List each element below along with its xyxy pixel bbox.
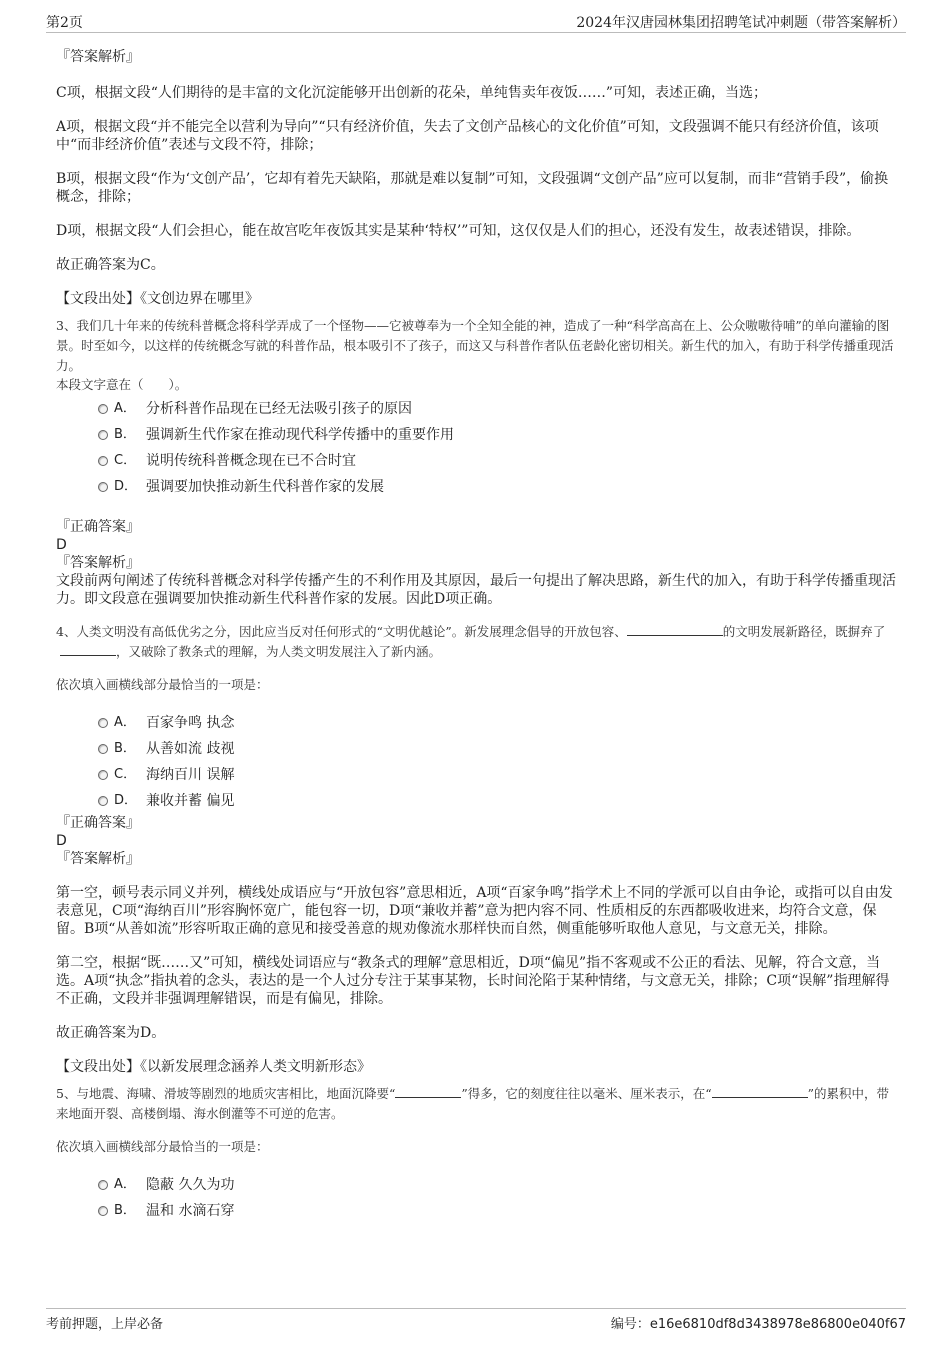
analysis-paragraph: 第二空，根据“既……又”可知，横线处词语应与“教条式的理解”意思相近，D项“偏见”指不客观或不公正的看法、见解，符合文意，当选。A项“执念”指执着的念头，表达的是一个人过分专注于某事某物，长时间沦陷于某种情绪，与文意无关，排除；C项“误解”指理解得不正确，文段并非强调理解错误，而是有偏见，排除。: [56, 955, 890, 1007]
page-number: 第2页: [46, 15, 83, 31]
radio-icon[interactable]: [98, 744, 108, 754]
radio-icon[interactable]: [98, 430, 108, 440]
radio-icon[interactable]: [98, 796, 108, 806]
analysis-heading: 『答案解析』: [56, 555, 140, 571]
radio-icon[interactable]: [98, 482, 108, 492]
analysis-paragraph: 第一空，顿号表示同义并列，横线处成语应与“开放包容”意思相近，A项“百家争鸣”指学术上不同的学派可以自由争论，或指可以自由发表意见，C项“海纳百川”形容胸怀宽广，能包容一切，D项“兼收并蓄”意为把内容不同、性质相反的东西都吸收进来，均符合文意，保留。B项“从善如流”形容听取正确的意见和接受善意的规劝像流水那样快而自然，侧重能够听取他人意见，与文意无关，排除。: [56, 885, 893, 937]
page-header: [0, 0, 950, 32]
option-b[interactable]: B． 从善如流 歧视: [56, 736, 898, 762]
question-stem: 4、人类文明没有高低优劣之分，因此应当反对任何形式的“文明优越论”。新发展理念倡导的开放包容、 的文明发展新路径，既摒弃了，又破除了教条式的理解，为人类文明发展注入了新内涵。: [56, 624, 886, 659]
radio-icon[interactable]: [98, 1206, 108, 1216]
radio-icon[interactable]: [98, 456, 108, 466]
analysis-paragraph: 文段前两句阐述了传统科普概念对科学传播产生的不利作用及其原因，最后一句提出了解决思路，新生代的加入，有助于科学传播重现活力。即文段意在强调要加快推动新生代科普作家的发展。因此D项正确。: [56, 573, 896, 607]
correct-answer: D: [56, 537, 67, 553]
analysis-paragraph: D项，根据文段“人们会担心，能在故宫吃年夜饭其实是某种‘特权’”可知，这仅仅是人们的担心，还没有发生，故表述错误，排除。: [56, 223, 861, 239]
analysis-conclusion: 故正确答案为D。: [56, 1025, 166, 1041]
footer-slogan: 考前押题，上岸必备: [46, 1317, 164, 1332]
question-stem: 3、我们几十年来的传统科普概念将科学弄成了一个怪物——它被尊奉为一个全知全能的神，造成了一种“科学高高在上、公众嗷嗷待哺”的单向灌输的图景。时至如今，以这样的传统概念写就的科普作品，根本吸引不了孩子，而这又与科普作者队伍老龄化密切相关。新生代的加入，有助于科学传播重现活力。: [56, 318, 894, 373]
page-footer: [0, 1308, 950, 1345]
question-prompt: 本段文字意在（ ）。: [56, 377, 188, 392]
option-b[interactable]: B． 温和 水滴石穿: [56, 1198, 898, 1224]
option-list: [56, 710, 898, 814]
source-citation: 【文段出处】《文创边界在哪里》: [56, 291, 259, 307]
fill-blank: [712, 1085, 808, 1098]
correct-answer: D: [56, 833, 67, 849]
question-prompt: 依次填入画横线部分最恰当的一项是：: [56, 1139, 269, 1154]
footer-divider: [46, 1308, 906, 1309]
fill-blank: [627, 623, 723, 636]
option-a[interactable]: A． 分析科普作品现在已经无法吸引孩子的原因: [56, 396, 898, 422]
radio-icon[interactable]: [98, 404, 108, 414]
option-c[interactable]: C． 说明传统科普概念现在已不合时宜: [56, 448, 898, 474]
source-citation: 【文段出处】《以新发展理念涵养人类文明新形态》: [56, 1059, 371, 1075]
analysis-heading: 『答案解析』: [56, 49, 140, 65]
radio-icon[interactable]: [98, 770, 108, 780]
analysis-conclusion: 故正确答案为C。: [56, 257, 165, 273]
radio-icon[interactable]: [98, 718, 108, 728]
analysis-paragraph: C项，根据文段“人们期待的是丰富的文化沉淀能够开出创新的花朵，单纯售卖年夜饭……”可知，表述正确，当选；: [56, 85, 768, 101]
option-a[interactable]: A． 隐蔽 久久为功: [56, 1172, 898, 1198]
answer-heading: 『正确答案』: [56, 519, 140, 535]
option-c[interactable]: C． 海纳百川 误解: [56, 762, 898, 788]
document-code: 编号：e16e6810df8d3438978e86800e040f67: [610, 1317, 906, 1332]
document-title: 2024年汉唐园林集团招聘笔试冲刺题（带答案解析）: [576, 15, 906, 31]
analysis-paragraph: A项，根据文段“并不能完全以营利为导向”“只有经济价值，失去了文创产品核心的文化价值”可知，文段强调不能只有经济价值，该项中“而非经济价值”表述与文段不符，排除；: [56, 119, 879, 153]
option-list: [56, 1172, 898, 1224]
question-prompt: 依次填入画横线部分最恰当的一项是：: [56, 677, 269, 692]
answer-heading: 『正确答案』: [56, 815, 140, 831]
analysis-heading: 『答案解析』: [56, 851, 140, 867]
question-stem: 5、与地震、海啸、滑坡等剧烈的地质灾害相比，地面沉降要“ ”得多，它的刻度往往以毫米、厘米表示，在“ ”的累积中，带来地面开裂、高楼倒塌、海水倒灌等不可逆的危害。: [56, 1086, 890, 1121]
fill-blank: [60, 643, 116, 656]
option-d[interactable]: D． 强调要加快推动新生代科普作家的发展: [56, 474, 898, 500]
header-divider: [46, 32, 906, 33]
option-d[interactable]: D． 兼收并蓄 偏见: [56, 788, 898, 814]
fill-blank: [395, 1085, 461, 1098]
option-b[interactable]: B． 强调新生代作家在推动现代科学传播中的重要作用: [56, 422, 898, 448]
page-content: [56, 44, 898, 1224]
option-list: [56, 396, 898, 500]
analysis-paragraph: B项，根据文段“作为‘文创产品’，它却有着先天缺陷，那就是难以复制”可知，文段强调“文创产品”应可以复制，而非“营销手段”，偷换概念，排除；: [56, 171, 889, 205]
option-a[interactable]: A． 百家争鸣 执念: [56, 710, 898, 736]
radio-icon[interactable]: [98, 1180, 108, 1190]
